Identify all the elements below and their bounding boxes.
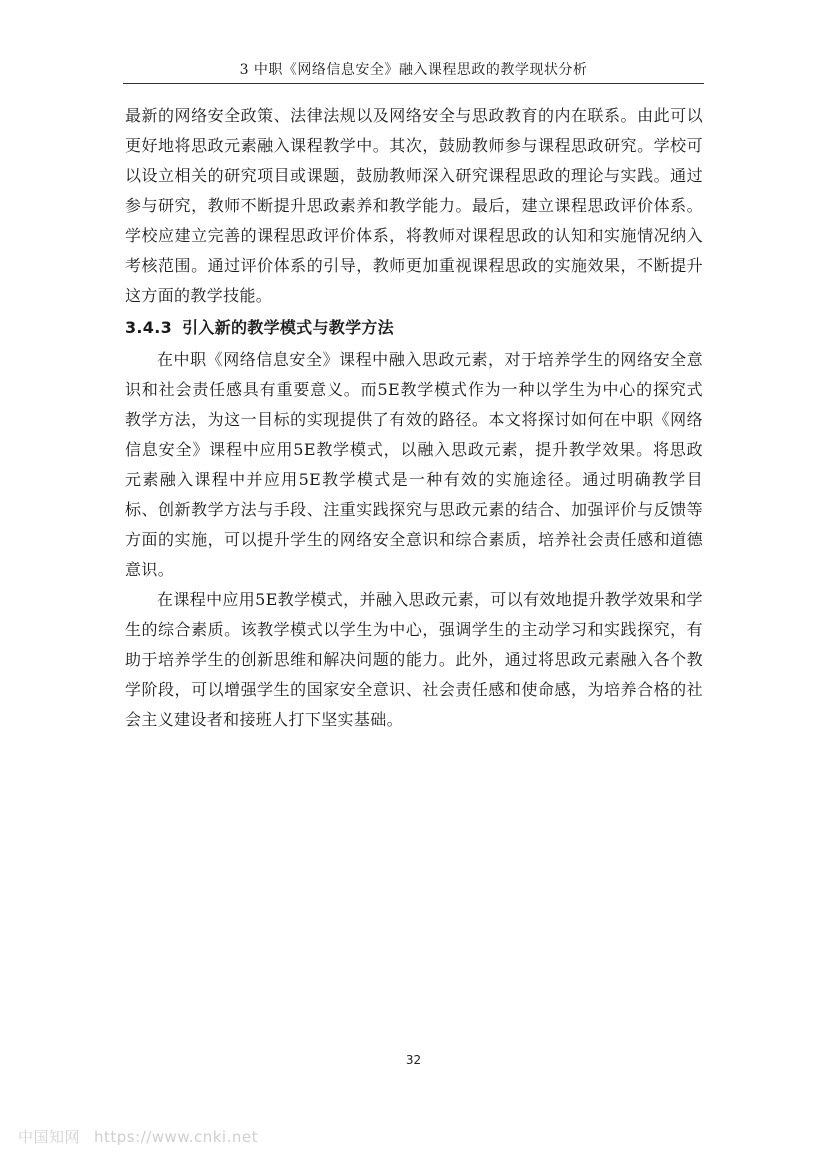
paragraph: 在课程中应用5E教学模式，并融入思政元素，可以有效地提升教学效果和学生的综合素质。该教学模式以学生为中心，强调学生的主动学习和实践探究，有助于培养学生的创新思维和解决问题的能力。此外，通过将思政元素融入各个教学阶段，可以增强学生的国家安全意识、社会责任感和使命感，为培养合格的社会主义建设者和接班人打下坚实基础。 bbox=[125, 590, 703, 729]
header-rule bbox=[123, 83, 704, 84]
section-heading bbox=[125, 311, 703, 345]
watermark-brand: 中国知网 bbox=[18, 1128, 81, 1146]
body-text bbox=[125, 101, 703, 735]
paragraph-continued: 最新的网络安全政策、法律法规以及网络安全与思政教育的内在联系。由此可以更好地将思政元素融入课程教学中。其次，鼓励教师参与课程思政研究。学校可以设立相关的研究项目或课题，鼓励教师深入研究课程思政的理论与实践。通过参与研究，教师不断提升思政素养和教学能力。最后，建立课程思政评价体系。学校应建立完善的课程思政评价体系，将教师对课程思政的认知和实施情况纳入考核范围。通过评价体系的引导，教师更加重视课程思政的实施效果，不断提升这方面的教学技能。 bbox=[125, 106, 703, 305]
running-header: 3 中职《网络信息安全》融入课程思政的教学现状分析 bbox=[239, 62, 588, 78]
watermark bbox=[18, 1126, 258, 1147]
paragraph: 在中职《网络信息安全》课程中融入思政元素，对于培养学生的网络安全意识和社会责任感具有重要意义。而5E教学模式作为一种以学生为中心的探究式教学方法，为这一目标的实现提供了有效的路径。本文将探讨如何在中职《网络信息安全》课程中应用5E教学模式，以融入思政元素，提升教学效果。将思政元素融入课程中并应用5E教学模式是一种有效的实施途径。通过明确教学目标、创新教学方法与手段、注重实践探究与思政元素的结合、加强评价与反馈等方面的实施，可以提升学生的网络安全意识和综合素质，培养社会责任感和道德意识。 bbox=[125, 350, 703, 579]
page-number: 32 bbox=[405, 1053, 422, 1067]
watermark-url: https://www.cnki.net bbox=[94, 1128, 258, 1146]
section-title: 引入新的教学模式与教学方法 bbox=[182, 318, 394, 337]
section-number: 3.4.3 bbox=[125, 318, 173, 337]
